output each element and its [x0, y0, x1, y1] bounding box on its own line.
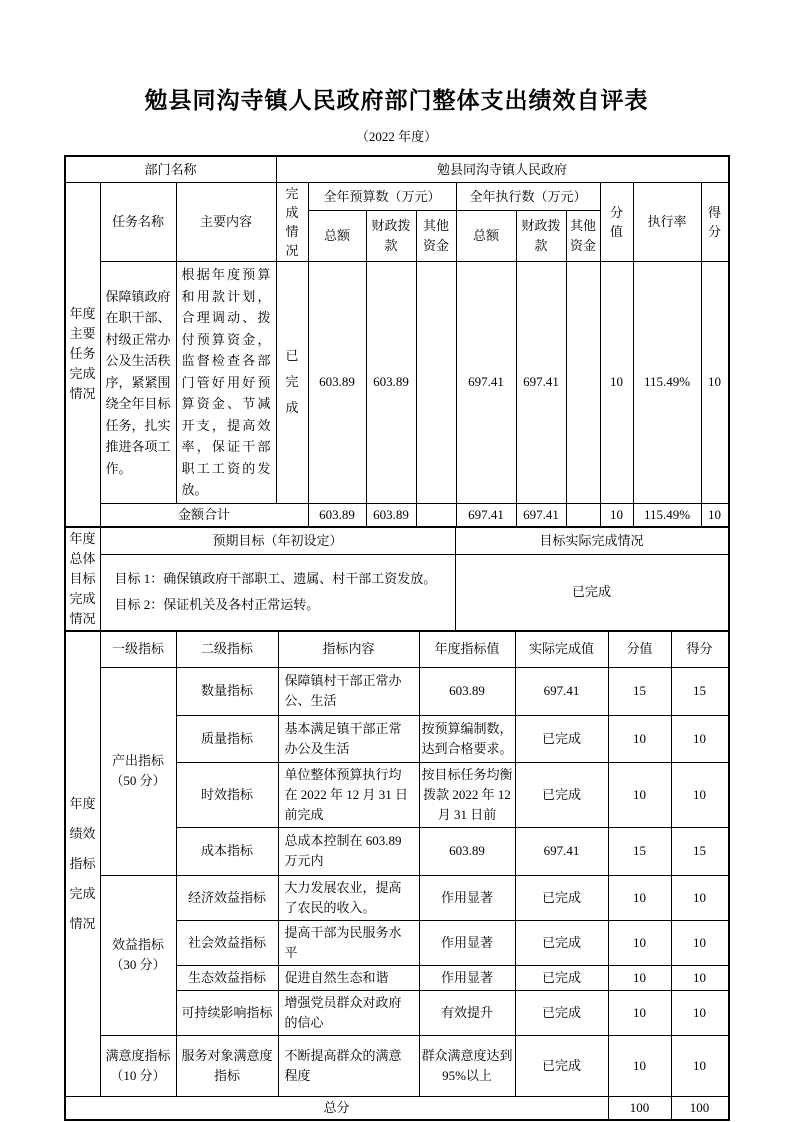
tasks-table [65, 156, 729, 527]
grand-total-row [65, 1096, 728, 1119]
department-row [65, 157, 728, 183]
indicator-content: 基本满足镇干部正常办公及生活 [278, 715, 419, 762]
col-header-level1: 一级指标 [100, 631, 176, 667]
page-title: 勉县同沟寺镇人民政府部门整体支出绩效自评表 [144, 87, 649, 113]
group-label-benefit: 效益指标（30 分） [100, 875, 176, 1035]
total-earned: 10 [701, 503, 728, 526]
goals-content-row [65, 554, 728, 630]
col-header-exec-fiscal: 财政拨款 [516, 211, 566, 262]
col-header-perf-earned: 得分 [671, 631, 728, 667]
indicator-level2: 数量指标 [176, 667, 278, 715]
indicator-target: 作用显著 [419, 965, 515, 990]
indicator-target: 群众满意度达到 95%以上 [419, 1035, 515, 1096]
indicator-score: 10 [608, 965, 671, 990]
col-header-actual-value: 实际完成值 [515, 631, 608, 667]
indicator-target: 有效提升 [419, 990, 515, 1035]
grand-total-earned: 100 [671, 1096, 728, 1119]
indicator-content: 不断提高群众的满意程度 [278, 1035, 419, 1096]
total-exec-other-empty [566, 503, 600, 526]
indicator-score: 10 [608, 1035, 671, 1096]
indicator-score: 10 [608, 875, 671, 920]
col-header-budget-fiscal: 财政拨款 [366, 211, 416, 262]
indicator-level2: 经济效益指标 [176, 875, 278, 920]
page-subtitle: （2022 年度） [355, 129, 438, 144]
indicator-earned: 15 [671, 827, 728, 875]
indicator-score: 10 [608, 920, 671, 965]
indicator-actual: 已完成 [515, 990, 608, 1035]
indicator-content: 单位整体预算执行均在 2022 年 12 月 31 日前完成 [278, 762, 419, 827]
department-value: 勉县同沟寺镇人民政府 [276, 157, 728, 183]
task-exec-fiscal: 697.41 [516, 262, 566, 504]
col-header-exec-total: 总额 [456, 211, 516, 262]
total-exec-rate: 115.49% [633, 503, 701, 526]
indicator-actual: 已完成 [515, 965, 608, 990]
indicator-earned: 10 [671, 920, 728, 965]
indicator-target: 作用显著 [419, 875, 515, 920]
indicator-score: 15 [608, 827, 671, 875]
col-header-level2: 二级指标 [176, 631, 278, 667]
indicator-earned: 10 [671, 875, 728, 920]
indicator-score: 10 [608, 990, 671, 1035]
indicator-actual: 已完成 [515, 762, 608, 827]
department-label: 部门名称 [65, 157, 276, 183]
total-budget-fiscal: 603.89 [366, 503, 416, 526]
indicator-target: 603.89 [419, 667, 515, 715]
indicator-row [65, 875, 728, 920]
indicator-level2: 服务对象满意度指标 [176, 1035, 278, 1096]
indicator-level2: 时效指标 [176, 762, 278, 827]
goals-header-row [65, 527, 728, 554]
col-header-target-value: 年度指标值 [419, 631, 515, 667]
indicator-content: 提高干部为民服务水平 [278, 920, 419, 965]
indicator-earned: 10 [671, 762, 728, 827]
indicator-row [65, 667, 728, 715]
indicator-row [65, 1035, 728, 1096]
performance-header-row [65, 631, 728, 667]
goals-table [65, 527, 729, 631]
total-score: 10 [600, 503, 633, 526]
grand-total-label: 总分 [65, 1096, 608, 1119]
task-exec-rate: 115.49% [633, 262, 701, 504]
indicator-level2: 可持续影响指标 [176, 990, 278, 1035]
col-header-main-content: 主要内容 [176, 183, 276, 262]
section-label-performance: 年度绩效指标完成情况 [65, 631, 100, 1096]
actual-goal-header: 目标实际完成情况 [455, 527, 728, 554]
col-header-budget-total: 总额 [308, 211, 366, 262]
task-name-cell: 保障镇政府在职干部、村级正常办公及生活秩序，紧紧围绕全年目标任务，扎实推进各项工作。 [100, 262, 176, 504]
task-budget-fiscal: 603.89 [366, 262, 416, 504]
indicator-actual: 已完成 [515, 1035, 608, 1096]
tasks-header-row-1 [65, 183, 728, 211]
total-exec-total: 697.41 [456, 503, 516, 526]
indicator-earned: 10 [671, 965, 728, 990]
indicator-target: 按目标任务均衡拨款 2022 年 12 月 31 日前 [419, 762, 515, 827]
col-header-score: 分值 [600, 183, 633, 262]
col-header-completion: 完成情况 [276, 183, 308, 262]
task-budget-other-empty [416, 262, 456, 504]
indicator-score: 10 [608, 715, 671, 762]
total-budget-total: 603.89 [308, 503, 366, 526]
task-content-cell: 根据年度预算和用款计划，合理调动、拨付预算资金，监督检查各部门管好用好预算资金、节减开支，提高效率，保证干部职工工资的发放。 [176, 262, 276, 504]
col-header-indicator-content: 指标内容 [278, 631, 419, 667]
task-exec-total: 697.41 [456, 262, 516, 504]
indicator-earned: 10 [671, 715, 728, 762]
task-completion-cell: 已完成 [276, 262, 308, 504]
indicator-level2: 质量指标 [176, 715, 278, 762]
indicator-level2: 生态效益指标 [176, 965, 278, 990]
indicator-actual: 已完成 [515, 920, 608, 965]
col-header-exec-rate: 执行率 [633, 183, 701, 262]
indicator-target: 作用显著 [419, 920, 515, 965]
goals-actual-cell: 已完成 [455, 554, 728, 630]
col-header-task-name: 任务名称 [100, 183, 176, 262]
task-earned: 10 [701, 262, 728, 504]
col-header-earned: 得分 [701, 183, 728, 262]
total-exec-fiscal: 697.41 [516, 503, 566, 526]
col-header-exec-other: 其他资金 [566, 211, 600, 262]
amount-total-row [65, 503, 728, 526]
indicator-score: 15 [608, 667, 671, 715]
expected-goal-header: 预期目标（年初设定） [100, 527, 455, 554]
goal-1: 目标 1：确保镇政府干部职工、遗属、村干部工资发放。 [114, 571, 437, 587]
performance-table [65, 631, 729, 1120]
indicator-score: 10 [608, 762, 671, 827]
indicator-actual: 已完成 [515, 875, 608, 920]
indicator-actual: 697.41 [515, 827, 608, 875]
indicator-level2: 成本指标 [176, 827, 278, 875]
indicator-actual: 697.41 [515, 667, 608, 715]
indicator-content: 大力发展农业，提高了农民的收入。 [278, 875, 419, 920]
indicator-level2: 社会效益指标 [176, 920, 278, 965]
section-label-annual-goals: 年度总体目标完成情况 [65, 527, 100, 630]
goal-2: 目标 2：保证机关及各村正常运转。 [114, 597, 320, 613]
total-budget-other-empty [416, 503, 456, 526]
indicator-earned: 10 [671, 990, 728, 1035]
col-group-budget: 全年预算数（万元） [308, 183, 456, 211]
task-exec-other-empty [566, 262, 600, 504]
task-budget-total: 603.89 [308, 262, 366, 504]
task-row [65, 262, 728, 504]
indicator-earned: 15 [671, 667, 728, 715]
expected-goals-cell [100, 554, 455, 630]
indicator-earned: 10 [671, 1035, 728, 1096]
indicator-target: 按预算编制数，达到合格要求。 [419, 715, 515, 762]
indicator-content: 增强党员群众对政府的信心 [278, 990, 419, 1035]
col-group-execution: 全年执行数（万元） [456, 183, 600, 211]
col-header-perf-score: 分值 [608, 631, 671, 667]
indicator-content: 促进自然生态和谐 [278, 965, 419, 990]
col-header-budget-other: 其他资金 [416, 211, 456, 262]
indicator-content: 保障镇村干部正常办公、生活 [278, 667, 419, 715]
task-score: 10 [600, 262, 633, 504]
self-evaluation-table [64, 155, 730, 1121]
indicator-content: 总成本控制在 603.89 万元内 [278, 827, 419, 875]
section-label-annual-tasks: 年度主要任务完成情况 [65, 183, 100, 527]
indicator-actual: 已完成 [515, 715, 608, 762]
indicator-target: 603.89 [419, 827, 515, 875]
group-label-output: 产出指标（50 分） [100, 667, 176, 875]
grand-total-score: 100 [608, 1096, 671, 1119]
amount-total-label: 金额合计 [100, 503, 308, 526]
group-label-satisfaction: 满意度指标（10 分） [100, 1035, 176, 1096]
